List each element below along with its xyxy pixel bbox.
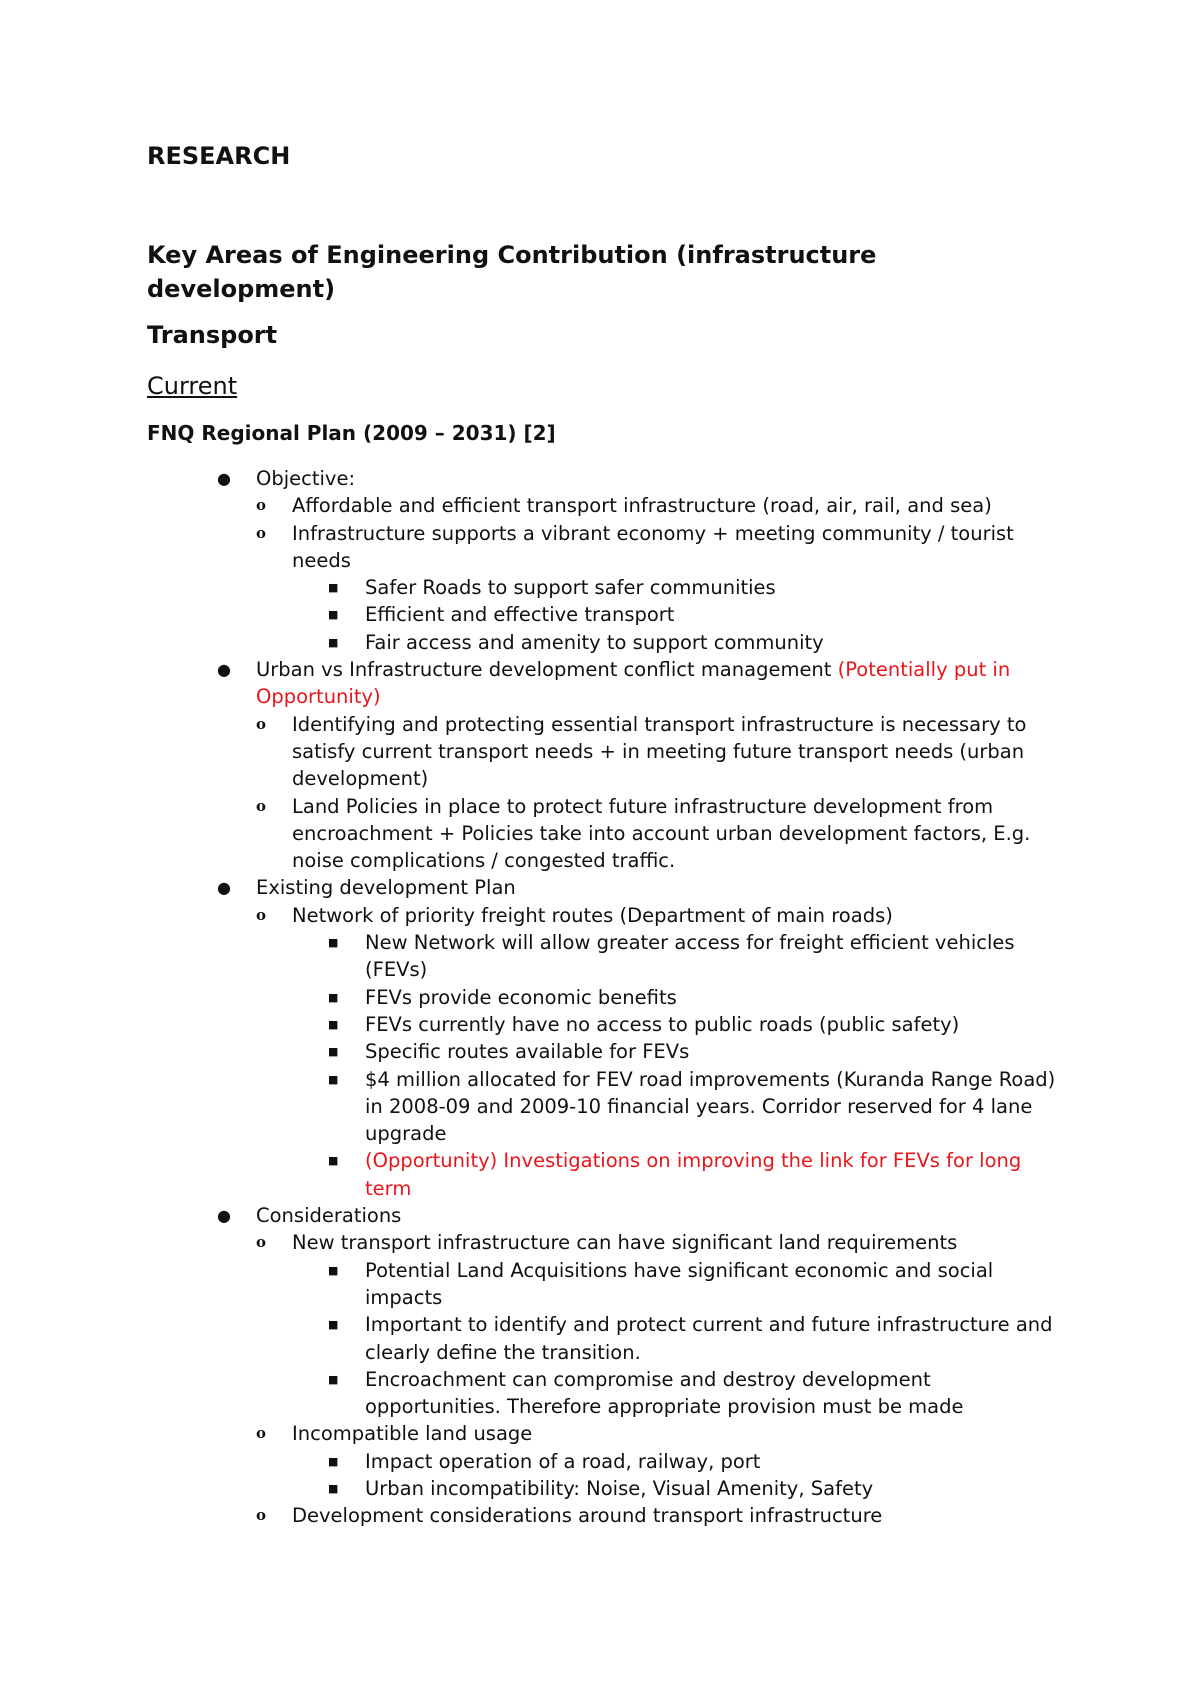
bullet-square-icon: ■ [328, 1017, 339, 1031]
list-item-text: Impact operation of a road, railway, port [365, 1449, 761, 1473]
title-research: RESEARCH [147, 142, 291, 170]
list-item-text: Potential Land Acquisitions have significant economic and social impacts [365, 1258, 994, 1309]
bullet-dot-icon: ● [217, 1206, 231, 1226]
bullet-dot-icon: ● [217, 878, 231, 898]
list-item-text: Land Policies in place to protect future infrastructure development from encroachment + Policies take into account urban development factors, E.g. noise complications / congested traffic. [292, 794, 1031, 873]
bullet-circle-icon: o [256, 1424, 267, 1443]
bullet-square-icon: ■ [328, 1372, 339, 1386]
list-item-text: Safer Roads to support safer communities [365, 576, 776, 600]
opportunity-note: (Potentially put in Opportunity) [256, 658, 1011, 709]
list-item-text: New transport infrastructure can have significant land requirements [292, 1231, 958, 1255]
list-item [0, 629, 1200, 656]
bullet-list [0, 465, 1200, 1530]
list-item-text: Affordable and efficient transport infrastructure (road, air, rail, and sea) [292, 494, 992, 518]
bullet-square-icon: ■ [328, 1318, 339, 1332]
list-item [0, 1311, 1200, 1366]
bullet-circle-icon: o [256, 1233, 267, 1252]
list-item-text: FEVs currently have no access to public roads (public safety) [365, 1012, 960, 1036]
list-item [0, 1229, 1200, 1420]
list-item [0, 1066, 1200, 1148]
list-item [0, 793, 1200, 875]
list-item [0, 1038, 1200, 1065]
heading-key-areas: Key Areas of Engineering Contribution (infrastructure development) [147, 241, 877, 303]
list-item-existing [0, 874, 1200, 1202]
list-item-text: Identifying and protecting essential transport infrastructure is necessary to satisfy current transport needs + in meeting future transport needs (urban development) [292, 712, 1027, 791]
list-item-text-main: Urban vs Infrastructure development conflict management [256, 658, 838, 682]
list-item [0, 1257, 1200, 1312]
bullet-square-icon: ■ [328, 1072, 339, 1086]
list-item-text: New Network will allow greater access for freight efficient vehicles (FEVs) [365, 931, 1015, 982]
list-item [0, 1420, 1200, 1502]
list-item [0, 711, 1200, 793]
bullet-square-icon: ■ [328, 936, 339, 950]
list-item-text: Efficient and effective transport [365, 603, 675, 627]
bullet-square-icon: ■ [328, 1154, 339, 1168]
list-item-objective [0, 465, 1200, 656]
list-item [0, 574, 1200, 601]
list-item [0, 520, 1200, 656]
list-item-text: $4 million allocated for FEV road improvements (Kuranda Range Road) in 2008-09 and 2009-10 financial years. Corridor reserved for 4 lane upgrade [365, 1067, 1056, 1146]
list-item-text: Network of priority freight routes (Department of main roads) [292, 903, 893, 927]
bullet-circle-icon: o [256, 796, 267, 815]
list-item [0, 929, 1200, 984]
bullet-square-icon: ■ [328, 1263, 339, 1277]
list-item-text: FEVs provide economic benefits [365, 985, 677, 1009]
bullet-dot-icon: ● [217, 660, 231, 680]
heading-fnq-regional-plan: FNQ Regional Plan (2009 – 2031) [2] [147, 421, 556, 445]
list-item-urban [0, 656, 1200, 874]
bullet-circle-icon: o [256, 714, 267, 733]
list-item [0, 1366, 1200, 1421]
list-item [0, 1448, 1200, 1475]
list-item-text: Fair access and amenity to support community [365, 630, 824, 654]
list-item-text: Incompatible land usage [292, 1422, 533, 1446]
list-item-text: Encroachment can compromise and destroy development opportunities. Therefore appropriate provision must be made [365, 1367, 964, 1419]
bullet-square-icon: ■ [328, 990, 339, 1004]
bullet-square-icon: ■ [328, 635, 339, 649]
list-item-text: Development considerations around transport infrastructure [292, 1504, 883, 1528]
list-item [0, 1147, 1200, 1202]
bullet-square-icon: ■ [328, 1045, 339, 1059]
list-item-text: Urban incompatibility: Noise, Visual Amenity, Safety [365, 1476, 874, 1500]
list-item [0, 1011, 1200, 1038]
bullet-square-icon: ■ [328, 1481, 339, 1495]
list-item [0, 492, 1200, 519]
list-item [0, 984, 1200, 1011]
bullet-square-icon: ■ [328, 581, 339, 595]
bullet-circle-icon: o [256, 1506, 267, 1525]
list-item-text: Existing development Plan [256, 876, 516, 900]
list-item [0, 1502, 1200, 1529]
bullet-circle-icon: o [256, 496, 267, 515]
list-item [0, 601, 1200, 628]
list-item-text: Objective: [256, 467, 356, 490]
bullet-circle-icon: o [256, 905, 267, 924]
list-item-text [256, 656, 1066, 711]
bullet-square-icon: ■ [328, 608, 339, 622]
list-item-text: Important to identify and protect current and future infrastructure and clearly define the transition. [365, 1313, 1053, 1364]
opportunity-note: (Opportunity) Investigations on improving the link for FEVs for long term [365, 1149, 1022, 1200]
bullet-content [0, 465, 1200, 1530]
bullet-circle-icon: o [256, 523, 267, 542]
list-item-considerations [0, 1202, 1200, 1530]
heading-transport: Transport [147, 321, 278, 349]
bullet-square-icon: ■ [328, 1454, 339, 1468]
heading-current: Current [147, 372, 238, 400]
list-item-text: Infrastructure supports a vibrant economy + meeting community / tourist needs [292, 521, 1014, 572]
bullet-dot-icon: ● [217, 469, 231, 488]
list-item [0, 1475, 1200, 1502]
list-item-text: Considerations [256, 1204, 402, 1228]
list-item [0, 902, 1200, 1202]
list-item-text: Specific routes available for FEVs [365, 1040, 690, 1064]
